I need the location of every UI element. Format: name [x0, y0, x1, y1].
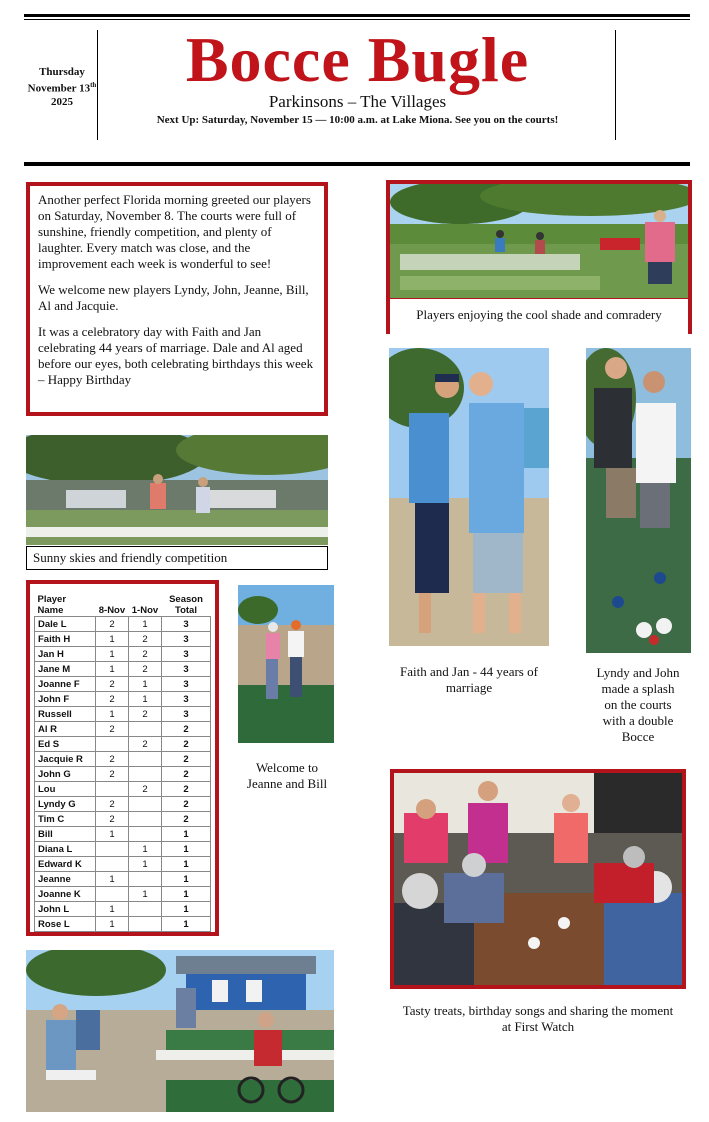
season-total-cell: 3	[161, 647, 210, 662]
standings-header-row	[35, 590, 211, 617]
nov1-score-cell	[128, 722, 161, 737]
player-name-cell: Jacquie R	[35, 752, 96, 767]
table-row	[35, 842, 211, 857]
col-header-8nov: 8-Nov	[98, 605, 126, 616]
nov1-score-cell: 1	[128, 887, 161, 902]
issue-date	[22, 66, 102, 109]
lyndy-john-caption: Lyndy and John made a splash on the courts with a double Bocce	[596, 665, 680, 744]
faith-jan-photo	[389, 348, 549, 646]
player-name-cell: Bill	[35, 827, 96, 842]
story-paragraph: We welcome new players Lyndy, John, Jeanne, Bill, Al and Jacquie.	[38, 282, 309, 313]
top-rule	[24, 14, 690, 17]
player-name-cell: Edward K	[35, 857, 96, 872]
shade-photo-frame	[386, 180, 692, 334]
nov8-score-cell	[95, 842, 128, 857]
nov8-score-cell: 1	[95, 632, 128, 647]
date-day: Thursday	[39, 66, 85, 78]
table-row	[35, 767, 211, 782]
nov1-score-cell	[128, 902, 161, 917]
date-year: 2025	[51, 95, 73, 108]
nov8-score-cell: 1	[95, 662, 128, 677]
table-row	[35, 707, 211, 722]
nov8-score-cell: 2	[95, 722, 128, 737]
shade-photo	[390, 184, 688, 298]
table-row	[35, 692, 211, 707]
season-total-cell: 3	[161, 707, 210, 722]
player-name-cell: Ed S	[35, 737, 96, 752]
masthead-subtitle: Parkinsons – The Villages	[268, 92, 447, 111]
nov1-score-cell: 1	[128, 677, 161, 692]
table-row	[35, 917, 211, 932]
col-header-1nov: 1-Nov	[131, 605, 159, 616]
nov1-score-cell	[128, 767, 161, 782]
season-total-cell: 3	[161, 692, 210, 707]
nov8-score-cell: 2	[95, 797, 128, 812]
nov1-score-cell	[128, 917, 161, 932]
sunny-caption: Sunny skies and friendly competition	[26, 546, 328, 570]
nov1-score-cell: 1	[128, 617, 161, 632]
nov1-score-cell	[128, 752, 161, 767]
table-row	[35, 752, 211, 767]
table-row	[35, 812, 211, 827]
player-name-cell: Al R	[35, 722, 96, 737]
standings-table	[34, 590, 211, 932]
next-up-line: Next Up: Saturday, November 15 — 10:00 a.m. at Lake Miona. See you on the courts!	[156, 114, 559, 126]
nov8-score-cell	[95, 737, 128, 752]
first-watch-caption: Tasty treats, birthday songs and sharing the moment at First Watch	[402, 1003, 674, 1034]
table-row	[35, 632, 211, 647]
table-row	[35, 902, 211, 917]
nov1-score-cell: 1	[128, 692, 161, 707]
season-total-cell: 2	[161, 782, 210, 797]
faith-jan-caption: Faith and Jan - 44 years of marriage	[400, 664, 538, 695]
season-total-cell: 1	[161, 887, 210, 902]
player-name-cell: John L	[35, 902, 96, 917]
season-total-cell: 3	[161, 632, 210, 647]
nov1-score-cell: 2	[128, 647, 161, 662]
nov8-score-cell: 2	[95, 767, 128, 782]
player-name-cell: Diana L	[35, 842, 96, 857]
story-box	[26, 182, 328, 416]
player-name-cell: Joanne F	[35, 677, 96, 692]
welcome-caption: Welcome to Jeanne and Bill	[246, 760, 328, 791]
season-total-cell: 1	[161, 842, 210, 857]
season-total-cell: 1	[161, 827, 210, 842]
nov1-score-cell: 2	[128, 632, 161, 647]
standings-frame	[26, 580, 219, 936]
col-header-player: Player Name	[37, 594, 67, 616]
player-name-cell: Faith H	[35, 632, 96, 647]
first-watch-photo	[394, 773, 682, 985]
player-name-cell: Jane M	[35, 662, 96, 677]
nov1-score-cell	[128, 827, 161, 842]
table-row	[35, 677, 211, 692]
nov8-score-cell	[95, 782, 128, 797]
season-total-cell: 2	[161, 737, 210, 752]
season-total-cell: 3	[161, 662, 210, 677]
season-total-cell: 2	[161, 722, 210, 737]
player-name-cell: Jeanne	[35, 872, 96, 887]
table-row	[35, 827, 211, 842]
nov8-score-cell	[95, 887, 128, 902]
nov1-score-cell: 1	[128, 842, 161, 857]
season-total-cell: 2	[161, 812, 210, 827]
player-name-cell: Jan H	[35, 647, 96, 662]
nov8-score-cell: 2	[95, 752, 128, 767]
season-total-cell: 3	[161, 617, 210, 632]
nov8-score-cell: 1	[95, 872, 128, 887]
season-total-cell: 1	[161, 872, 210, 887]
top-rule-thin	[24, 19, 690, 20]
player-name-cell: John G	[35, 767, 96, 782]
nov8-score-cell: 2	[95, 812, 128, 827]
season-total-cell: 3	[161, 677, 210, 692]
season-total-cell: 2	[161, 797, 210, 812]
table-row	[35, 857, 211, 872]
table-row	[35, 737, 211, 752]
nov8-score-cell: 1	[95, 707, 128, 722]
nov1-score-cell	[128, 812, 161, 827]
nov8-score-cell: 1	[95, 827, 128, 842]
nov8-score-cell: 2	[95, 692, 128, 707]
header-divider-right	[615, 30, 616, 140]
col-header-total: Season Total	[169, 594, 203, 616]
nov1-score-cell: 1	[128, 857, 161, 872]
table-row	[35, 662, 211, 677]
nov1-score-cell: 2	[128, 737, 161, 752]
nov8-score-cell: 2	[95, 677, 128, 692]
nov8-score-cell: 1	[95, 647, 128, 662]
shade-caption: Players enjoying the cool shade and comradery	[390, 298, 688, 335]
story-paragraph: It was a celebratory day with Faith and Jan celebrating 44 years of marriage. Dale and Al aged before our eyes, both celebrating birthdays this week – Happy Birthday	[38, 324, 314, 387]
table-row	[35, 722, 211, 737]
story-paragraph: Another perfect Florida morning greeted our players on Saturday, November 8. The courts were full of sunshine, friendly competition, and plenty of laughter. Every match was close, and the improvement each week is wonderful to see!	[38, 192, 311, 271]
season-total-cell: 2	[161, 752, 210, 767]
nov8-score-cell	[95, 857, 128, 872]
first-watch-frame	[390, 769, 686, 989]
masthead-title: Bocce Bugle	[185, 24, 530, 95]
season-total-cell: 1	[161, 917, 210, 932]
season-total-cell: 2	[161, 767, 210, 782]
header-bottom-rule	[24, 162, 690, 166]
nov8-score-cell: 1	[95, 902, 128, 917]
table-row	[35, 887, 211, 902]
nov1-score-cell	[128, 797, 161, 812]
sunny-courts-photo	[26, 435, 328, 545]
nov1-score-cell: 2	[128, 782, 161, 797]
table-row	[35, 782, 211, 797]
player-name-cell: Lou	[35, 782, 96, 797]
player-name-cell: Rose L	[35, 917, 96, 932]
player-name-cell: John F	[35, 692, 96, 707]
player-name-cell: Joanne K	[35, 887, 96, 902]
table-row	[35, 647, 211, 662]
welcome-photo	[238, 585, 334, 743]
nov1-score-cell	[128, 872, 161, 887]
nov1-score-cell: 2	[128, 662, 161, 677]
player-name-cell: Lyndy G	[35, 797, 96, 812]
player-name-cell: Dale L	[35, 617, 96, 632]
table-row	[35, 872, 211, 887]
bench-photo	[26, 950, 334, 1112]
date-month: November 13th	[27, 81, 97, 95]
nov8-score-cell: 2	[95, 617, 128, 632]
player-name-cell: Tim C	[35, 812, 96, 827]
lyndy-john-photo	[586, 348, 691, 653]
season-total-cell: 1	[161, 857, 210, 872]
table-row	[35, 617, 211, 632]
nov1-score-cell: 2	[128, 707, 161, 722]
season-total-cell: 1	[161, 902, 210, 917]
player-name-cell: Russell	[35, 707, 96, 722]
nov8-score-cell: 1	[95, 917, 128, 932]
table-row	[35, 797, 211, 812]
